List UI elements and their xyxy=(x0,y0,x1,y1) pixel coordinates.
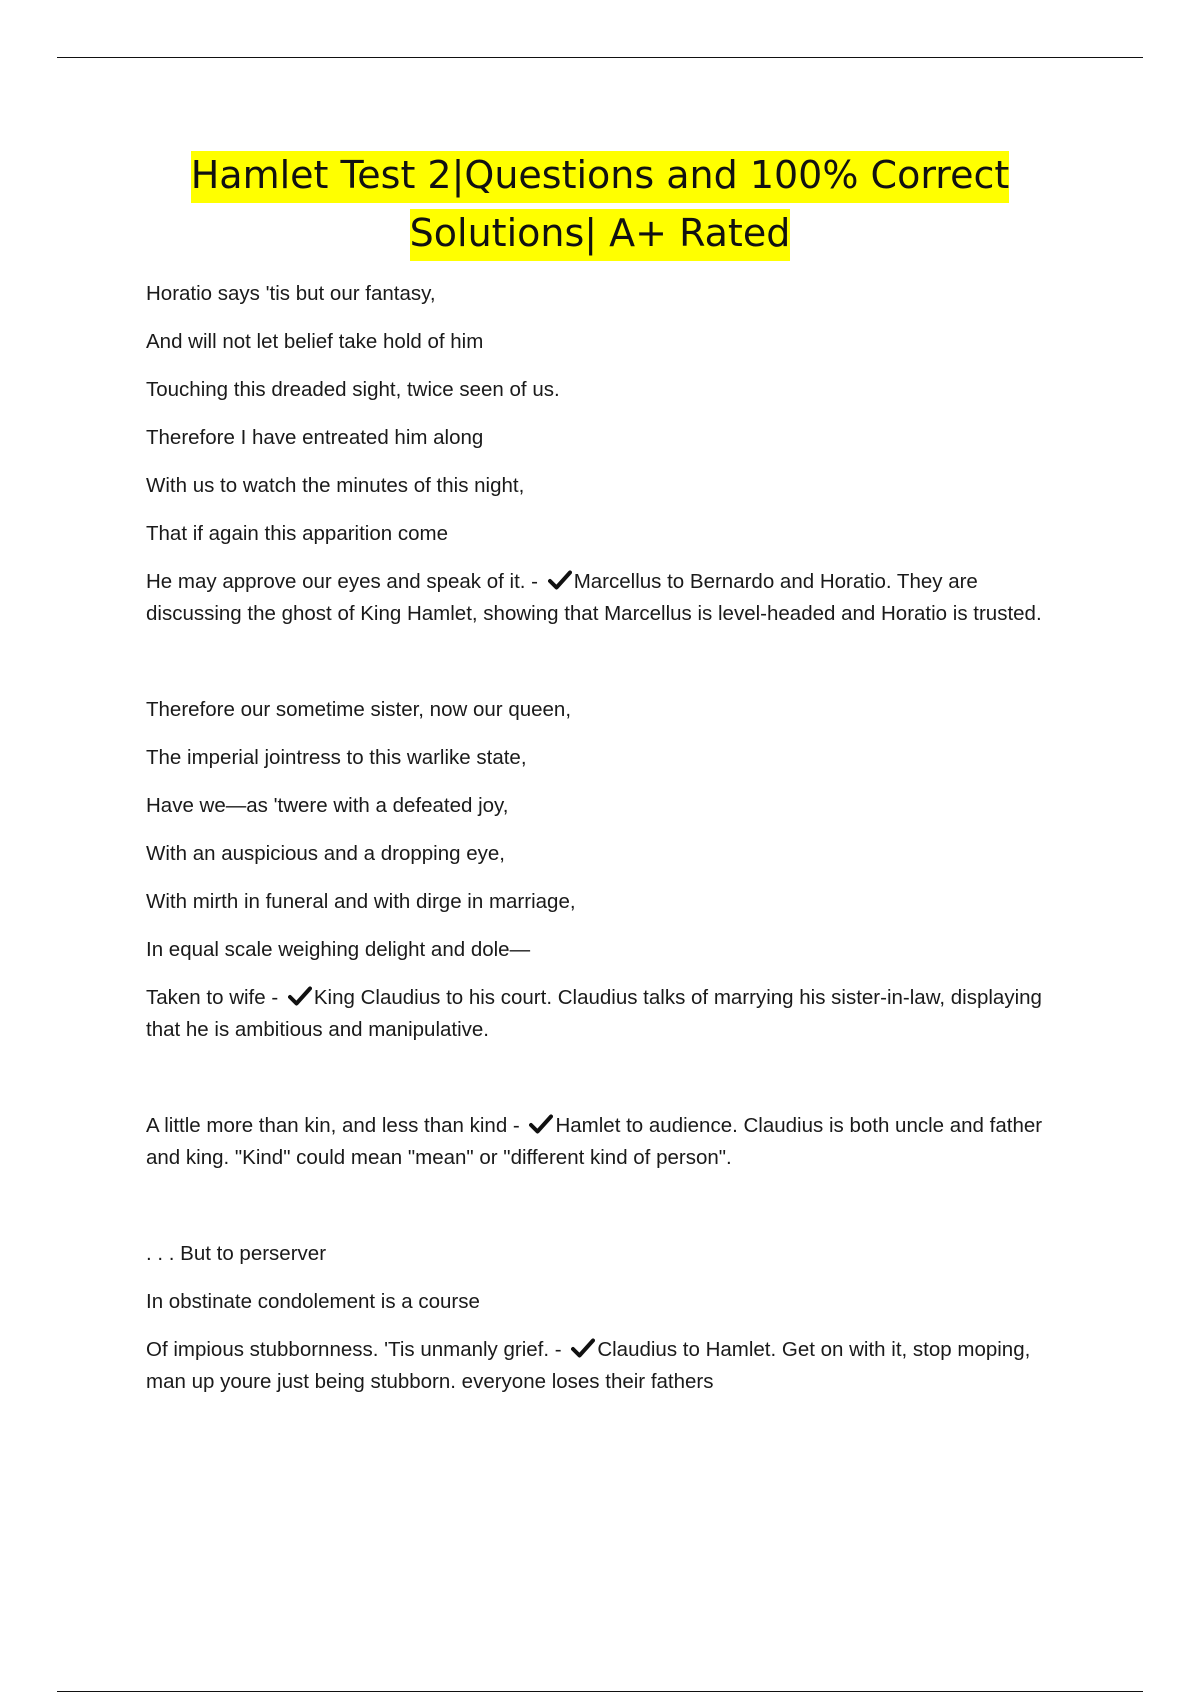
quote-line: . . . But to perserver xyxy=(146,1242,327,1265)
question-text: Of impious stubbornness. 'Tis unmanly grief. - xyxy=(146,1338,562,1361)
question-text: He may approve our eyes and speak of it. - xyxy=(146,570,538,593)
block-spacer xyxy=(146,1190,1066,1238)
quote-line: And will not let belief take hold of him xyxy=(146,330,484,353)
question-answer xyxy=(146,1334,1066,1398)
block-spacer xyxy=(146,1062,1066,1110)
checkmark-icon xyxy=(288,985,312,1007)
quote-line: Therefore I have entreated him along xyxy=(146,426,484,449)
document-title xyxy=(60,146,1140,262)
quote-line: Horatio says 'tis but our fantasy, xyxy=(146,282,436,305)
qa-block-1 xyxy=(146,278,1066,630)
qa-block-3 xyxy=(146,1110,1066,1174)
question-text: Taken to wife - xyxy=(146,986,279,1009)
quote-line: In equal scale weighing delight and dole— xyxy=(146,938,531,961)
qa-block-4 xyxy=(146,1238,1066,1398)
question-answer xyxy=(146,982,1066,1046)
quote-line: With us to watch the minutes of this night, xyxy=(146,474,525,497)
quote-line: With an auspicious and a dropping eye, xyxy=(146,842,505,865)
quote-line: With mirth in funeral and with dirge in marriage, xyxy=(146,890,576,913)
qa-block-2 xyxy=(146,694,1066,1046)
quote-line: Touching this dreaded sight, twice seen of us. xyxy=(146,378,560,401)
top-rule xyxy=(57,57,1143,58)
quote-line: The imperial jointress to this warlike state, xyxy=(146,746,527,769)
answer-text: Claudius to Hamlet. Get on with it, stop moping, man up youre just being stubborn. everyone loses their fathers xyxy=(146,1338,1031,1393)
checkmark-icon xyxy=(571,1337,595,1359)
answer-text: Hamlet to audience. Claudius is both uncle and father and king. "Kind" could mean "mean" or "different kind of person". xyxy=(146,1114,1043,1169)
quote-line: Have we—as 'twere with a defeated joy, xyxy=(146,794,509,817)
title-line-2: Solutions| A+ Rated xyxy=(410,209,791,261)
question-answer xyxy=(146,1110,1066,1174)
bottom-rule xyxy=(57,1691,1143,1692)
block-spacer xyxy=(146,646,1066,694)
checkmark-icon xyxy=(548,569,572,591)
answer-text: Marcellus to Bernardo and Horatio. They are discussing the ghost of King Hamlet, showing that Marcellus is level-headed and Horatio is trusted. xyxy=(146,570,1042,625)
question-answer xyxy=(146,566,1066,630)
document-body xyxy=(146,278,1066,1414)
question-text: A little more than kin, and less than kind - xyxy=(146,1114,520,1137)
quote-line: That if again this apparition come xyxy=(146,522,448,545)
quote-line: Therefore our sometime sister, now our queen, xyxy=(146,698,572,721)
title-line-1: Hamlet Test 2|Questions and 100% Correct xyxy=(191,151,1010,203)
answer-text: King Claudius to his court. Claudius talks of marrying his sister-in-law, displaying that he is ambitious and manipulative. xyxy=(146,986,1042,1041)
quote-line: In obstinate condolement is a course xyxy=(146,1290,480,1313)
checkmark-icon xyxy=(529,1113,553,1135)
